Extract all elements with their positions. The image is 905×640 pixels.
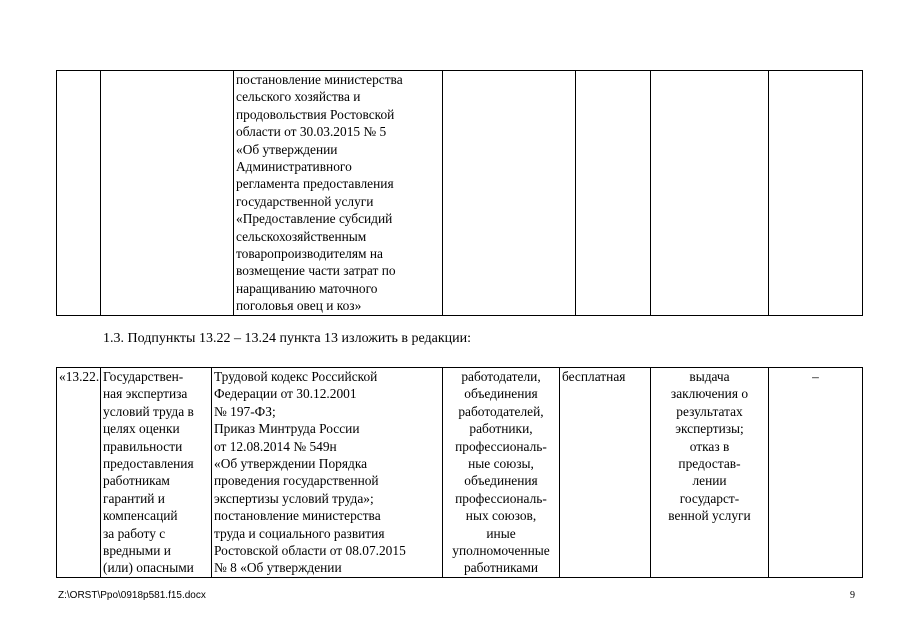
text-line: венной услуги [668, 508, 751, 524]
text-line: труда и социального развития [214, 525, 385, 541]
text-line: сельскохозяйственным [236, 228, 367, 244]
payment-cell [576, 71, 651, 316]
text-line: результатах [676, 403, 743, 419]
text-line: «Предоставление субсидий [236, 211, 393, 227]
payment-text: бесплатная [562, 369, 626, 384]
text-line: за работу с [103, 525, 166, 541]
text-line: экспертизы условий труда»; [214, 490, 374, 506]
text-line: продовольствия Ростовской [236, 106, 395, 122]
text-line: государст- [679, 490, 740, 506]
text-line: вредными и [103, 543, 171, 559]
text-line: компенсаций [103, 508, 178, 524]
text-line: работники, [469, 421, 533, 437]
text-line: целях оценки [103, 421, 180, 437]
text-line: профессиональ- [455, 490, 547, 506]
recipients-cell [443, 368, 560, 578]
payment-cell [560, 368, 651, 578]
legal-basis-cell [234, 71, 443, 316]
services-table [56, 367, 863, 578]
recipients-cell [443, 71, 576, 316]
text-line: выдача [689, 369, 730, 384]
text-line: Государствен- [103, 369, 184, 384]
number-cell [57, 368, 101, 578]
text-line: предоставления [103, 456, 194, 472]
text-line: области от 30.03.2015 № 5 [236, 124, 387, 140]
text-line: объединения [464, 386, 538, 402]
file-path: Z:\ORST\Ppo\0918p581.f15.docx [58, 590, 206, 601]
text-line: лении [692, 473, 727, 489]
text-line: ные союзы, [468, 456, 534, 472]
text-line: Ростовской области от 08.07.2015 [214, 543, 406, 559]
text-line: постановление министерства [236, 72, 403, 87]
text-line: постановление министерства [214, 508, 381, 524]
text-line: работникам [103, 473, 170, 489]
text-line: гарантий и [103, 490, 165, 506]
extra-cell [769, 368, 863, 578]
text-line: (или) опасными [103, 560, 194, 576]
text-line: Приказ Минтруда России [214, 421, 360, 437]
text-line: государственной услуги [236, 193, 374, 209]
text-line: работодатели, [461, 369, 541, 384]
text-line: профессиональ- [455, 438, 547, 454]
text-line: наращиванию маточного [236, 280, 378, 296]
service-name-cell [101, 71, 234, 316]
text-line: условий труда в [103, 403, 194, 419]
text-line: иные [486, 525, 516, 541]
text-line: ная экспертиза [103, 386, 188, 402]
text-line: «Об утверждении [236, 141, 338, 157]
text-line: Федерации от 30.12.2001 [214, 386, 357, 402]
text-line: «Об утверждении Порядка [214, 456, 368, 472]
text-line: товаропроизводителям на [236, 246, 383, 262]
legal-basis-cell [212, 368, 443, 578]
text-line: отказ в [689, 438, 730, 454]
text-line: № 197-ФЗ; [214, 403, 276, 419]
text-line: работодателей, [458, 403, 544, 419]
dash-text: – [812, 369, 819, 384]
item-number: «13.22. [59, 369, 100, 384]
text-line: объединения [464, 473, 538, 489]
table-row [57, 368, 863, 578]
text-line: № 8 «Об утверждении [214, 560, 342, 576]
text-line: предостав- [678, 456, 741, 472]
result-cell [651, 71, 769, 316]
text-line: проведения государственной [214, 473, 379, 489]
text-line: Трудовой кодекс Российской [214, 369, 378, 384]
table-row [57, 71, 863, 316]
text-line: поголовья овец и коз» [236, 298, 362, 314]
amendment-paragraph: 1.3. Подпункты 13.22 – 13.24 пункта 13 изложить в редакции: [103, 331, 472, 346]
result-cell [651, 368, 769, 578]
text-line: сельского хозяйства и [236, 89, 361, 105]
extra-cell [769, 71, 863, 316]
number-cell [57, 71, 101, 316]
text-line: ных союзов, [465, 508, 537, 524]
text-line: экспертизы; [675, 421, 744, 437]
text-line: Административного [236, 159, 352, 175]
text-line: правильности [103, 438, 183, 454]
text-line: возмещение части затрат по [236, 263, 396, 279]
text-line: от 12.08.2014 № 549н [214, 438, 337, 454]
service-name-cell [101, 368, 212, 578]
page-number: 9 [850, 590, 855, 601]
text-line: уполномоченные [452, 543, 550, 559]
text-line: регламента предоставления [236, 176, 394, 192]
continued-table [56, 70, 863, 316]
text-line: работниками [463, 560, 539, 576]
text-line: заключения о [670, 386, 749, 402]
